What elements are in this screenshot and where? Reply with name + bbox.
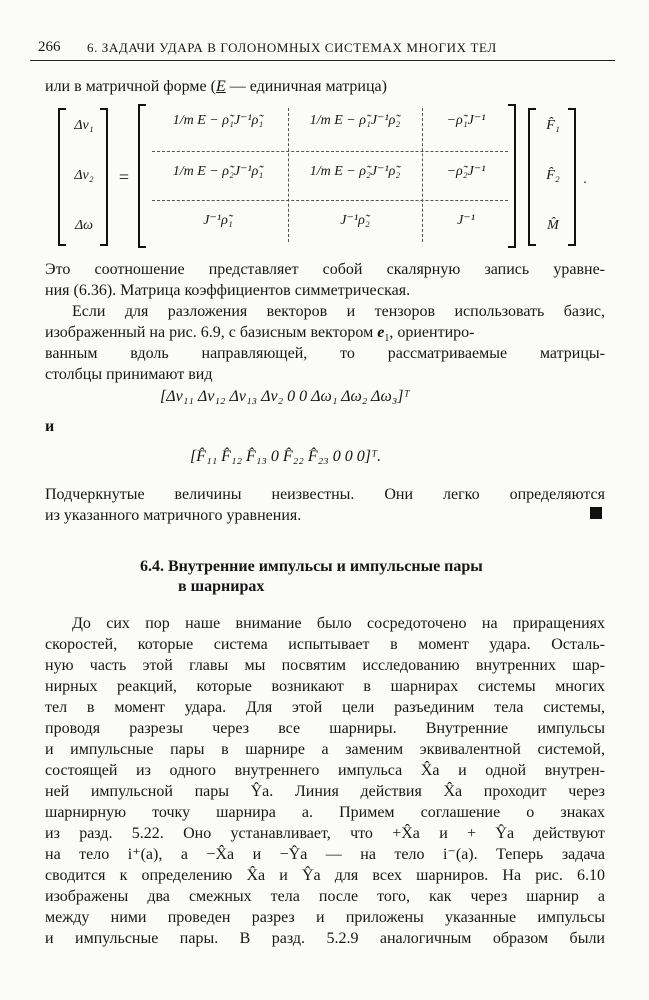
lhs-entry: Δv₁ bbox=[74, 118, 94, 133]
matrix-cell: J⁻¹ bbox=[457, 213, 475, 228]
text-line: столбцы принимают вид bbox=[45, 366, 213, 383]
text-line: на тело i⁺(a), а −X̂a и −Ŷa — на тело i⁻(a). Теперь задача bbox=[45, 846, 605, 863]
section-title: 6.4. Внутренние импульсы и импульсные пары bbox=[140, 558, 483, 575]
matrix-cell: 1/m E − ρ̃₂J⁻¹ρ̃₂ bbox=[309, 164, 401, 179]
text-line: из разд. 5.22. Оно устанавливает, что +X̂a и + Ŷa действуют bbox=[45, 825, 605, 842]
text-line: и импульсные пары. В разд. 5.2.9 аналогичным образом были bbox=[45, 930, 605, 947]
matrix-cell: 1/m E − ρ̃₁J⁻¹ρ̃₁ bbox=[172, 113, 264, 128]
text-line: из указанного матричного уравнения. bbox=[45, 507, 302, 524]
matrix-cell: J⁻¹ρ̃₁ bbox=[203, 213, 233, 228]
text-line: и импульсные пары в шарнире a заменим эквивалентной системой, bbox=[45, 741, 605, 758]
matrix-equation bbox=[0, 0, 649, 260]
partition-line bbox=[152, 200, 508, 201]
end-of-example-square bbox=[590, 507, 602, 519]
partition-line bbox=[152, 151, 508, 152]
text-line: Если для разложения векторов и тензоров использовать базис, bbox=[72, 303, 605, 320]
text-line: скоростей, которые система испытывает в момент удара. Осталь- bbox=[45, 636, 605, 653]
text-line: Это соотношение представляет собой скалярную запись уравне- bbox=[45, 261, 605, 278]
matrix-cell: 1/m E − ρ̃₂J⁻¹ρ̃₁ bbox=[172, 164, 264, 179]
text-line: шарнирную точку шарнира a. Примем соглашение о знаках bbox=[45, 804, 605, 821]
intro-line: или в матричной форме (E — единичная матрица) bbox=[45, 78, 387, 95]
conjunction: и bbox=[45, 418, 55, 435]
text-line: Подчеркнутые величины неизвестны. Они легко определяются bbox=[45, 486, 605, 503]
text-line: тел в момент удара. Для этой цели разъединим тела системы, bbox=[45, 699, 605, 716]
column-vector-impulses: [F̂₁₁ F̂₁₂ F̂₁₃ 0 F̂₂₂ F̂₂₃ 0 0 0]ᵀ. bbox=[190, 448, 382, 465]
text-line: состоящей из одного внутреннего импульса X̂a и одной внутрен- bbox=[45, 762, 605, 779]
text-line: нирных реакций, которые возникают в шарнирах системы многих bbox=[45, 678, 605, 695]
matrix-cell: 1/m E − ρ̃₁J⁻¹ρ̃₂ bbox=[309, 113, 401, 128]
text-line: проводя разрезы через все шарниры. Внутренние импульсы bbox=[45, 720, 605, 737]
text-line: сводится к определению X̂a и Ŷa для всех шарниров. На рис. 6.10 bbox=[45, 867, 605, 884]
matrix-right-bracket bbox=[508, 104, 516, 248]
matrix-cell: −ρ̃₂J⁻¹ bbox=[446, 164, 486, 179]
equals-sign: = bbox=[118, 167, 130, 187]
text-line: между ними проведен разрез и приложены указанные импульсы bbox=[45, 909, 605, 926]
rhs-entry: M̂ bbox=[547, 218, 559, 233]
text-line: изображены два смежных тела после того, как через шарнир a bbox=[45, 888, 605, 905]
running-title: 6. ЗАДАЧИ УДАРА В ГОЛОНОМНЫХ СИСТЕМАХ МНОГИХ ТЕЛ bbox=[87, 40, 497, 55]
matrix-cell: J⁻¹ρ̃₂ bbox=[340, 213, 370, 228]
matrix-left-bracket bbox=[138, 104, 146, 248]
basis-vector: e bbox=[377, 324, 385, 341]
text-line: изображенный на рис. 6.9, с базисным вектором $e_1$, ориентиро- bbox=[45, 324, 475, 345]
text-line: До сих пор наше внимание было сосредоточено на приращениях bbox=[72, 615, 605, 632]
rhs-entry: F̂₁ bbox=[546, 118, 560, 133]
text-line: ную часть этой главы мы посвятим исследованию внутренних шар- bbox=[45, 657, 605, 674]
lhs-entry: Δω bbox=[74, 218, 94, 233]
rhs-entry: F̂₂ bbox=[546, 168, 560, 183]
partition-line bbox=[422, 108, 423, 242]
period: . bbox=[583, 172, 587, 187]
column-vector-velocities: [Δv₁₁ Δv₁₂ Δv₁₃ Δv₂ 0 0 Δω₁ Δω₂ Δω₃]ᵀ bbox=[160, 388, 410, 405]
section-title: в шарнирах bbox=[178, 578, 265, 595]
identity-symbol: E bbox=[215, 78, 226, 95]
partition-line bbox=[288, 108, 289, 242]
page-number: 266 bbox=[38, 39, 61, 55]
text-line: ней импульсной пары Ŷa. Линия действия X̂a проходит через bbox=[45, 783, 605, 800]
matrix-cell: −ρ̃₁J⁻¹ bbox=[446, 113, 486, 128]
text-line: ванным вдоль направляющей, то рассматриваемые матрицы- bbox=[45, 345, 605, 362]
text-line: ния (6.36). Матрица коэффициентов симметрическая. bbox=[45, 282, 411, 299]
lhs-entry: Δv₂ bbox=[74, 168, 94, 183]
